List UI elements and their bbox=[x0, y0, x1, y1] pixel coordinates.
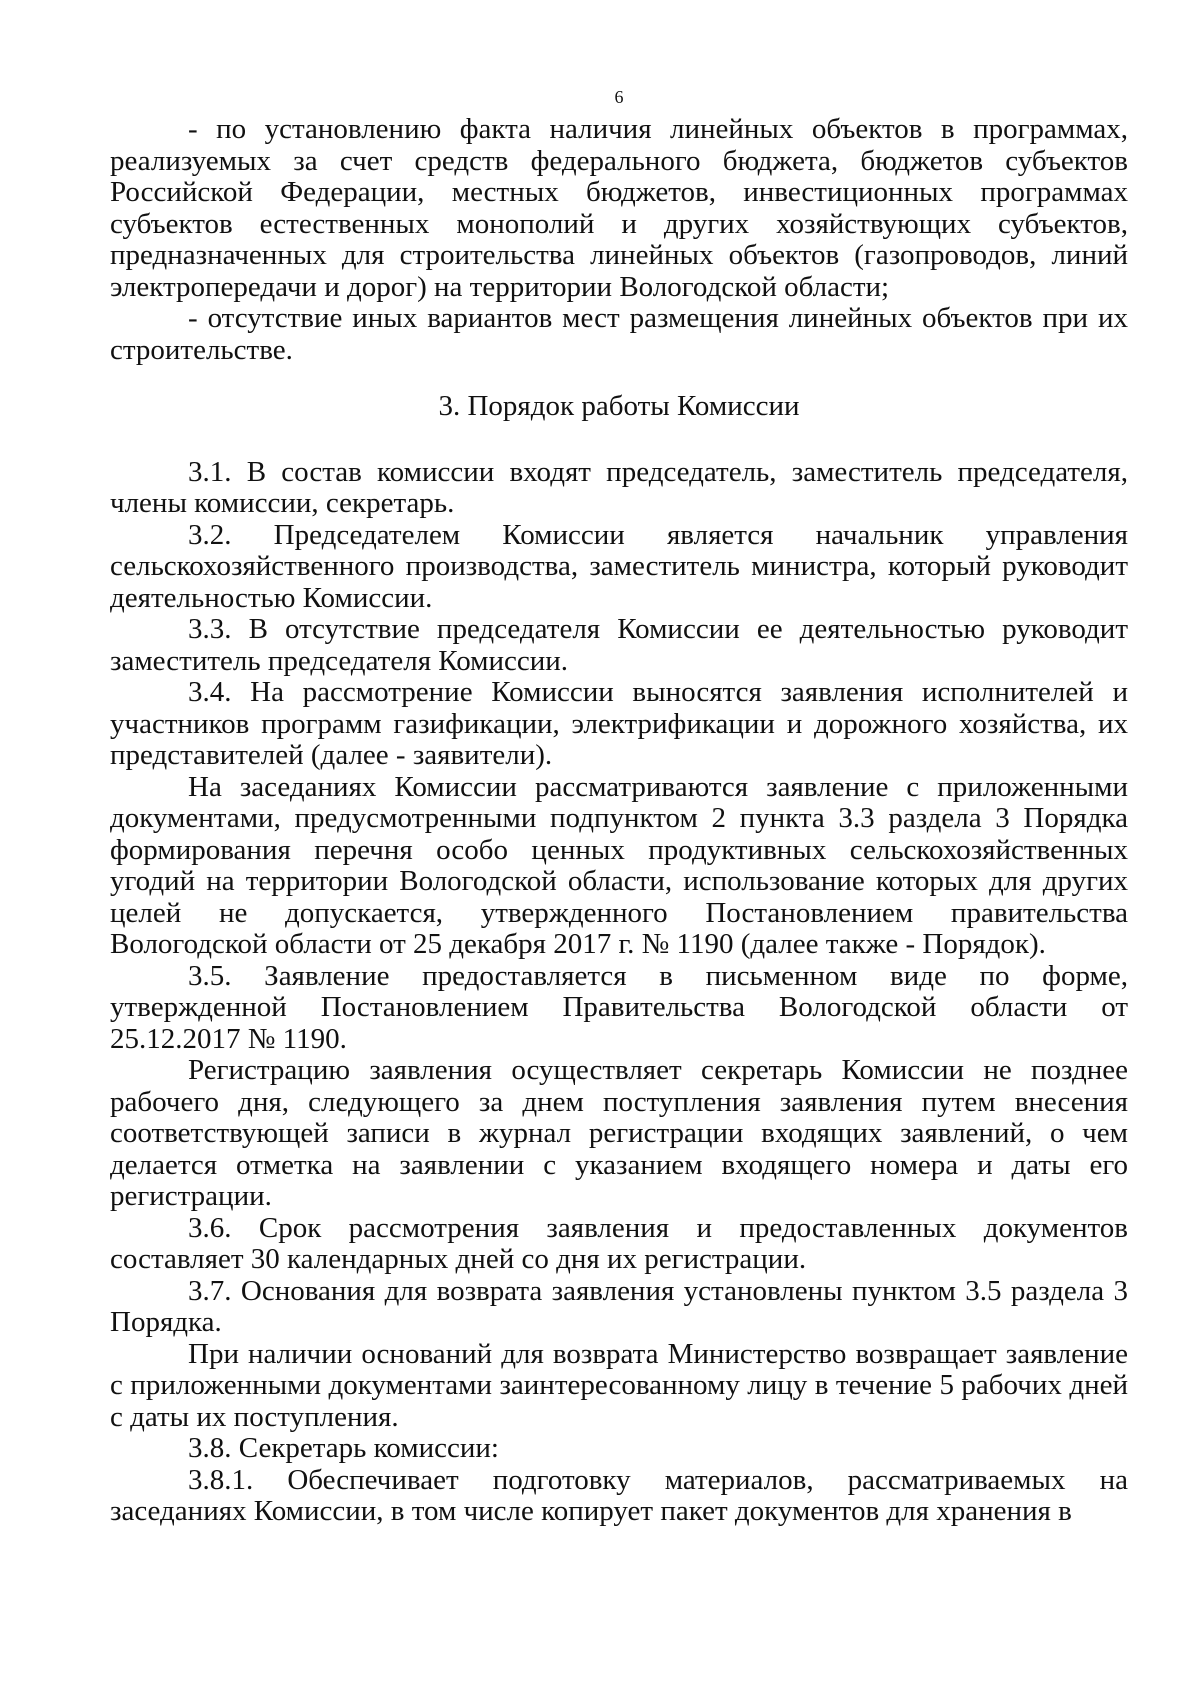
paragraph-3-1: 3.1. В состав комиссии входят председатель, заместитель председателя, члены комиссии, секретарь. bbox=[110, 455, 1128, 519]
paragraph-no-alternative-locations: - отсутствие иных вариантов мест размещения линейных объектов при их строительстве. bbox=[110, 302, 1128, 366]
section-heading: 3. Порядок работы Комиссии bbox=[438, 390, 800, 422]
paragraph-3-7: 3.7. Основания для возврата заявления установлены пунктом 3.5 раздела 3 Порядка. bbox=[110, 1274, 1128, 1338]
document-page bbox=[110, 80, 1128, 1528]
paragraph-linear-objects-programs: - по установлению факта наличия линейных объектов в программах, реализуемых за счет средств федерального бюджета, бюджетов субъектов Российской Федерации, местных бюджетов, инвестиционных программах субъектов естественных монополий и других хозяйствующих субъектов, предназначенных для строительства линейных объектов (газопроводов, линий электропередачи и дорог) на территории Вологодской области; bbox=[110, 113, 1128, 303]
paragraph-3-4-meetings: На заседаниях Комиссии рассматриваются заявление с приложенными документами, предусмотренными подпунктом 2 пункта 3.3 раздела 3 Порядка формирования перечня особо ценных продуктивных сельскохозяйственных угодий на территории Вологодской области, использование которых для других целей не допускается, утвержденного Постановлением правительства Вологодской области от 25 декабря 2017 г. № 1190 (далее также - Порядок). bbox=[110, 770, 1128, 960]
paragraph-3-7-return: При наличии оснований для возврата Министерство возвращает заявление с приложенными документами заинтересованному лицу в течение 5 рабочих дней с даты их поступления. bbox=[110, 1337, 1128, 1433]
paragraph-3-5-registration: Регистрацию заявления осуществляет секретарь Комиссии не позднее рабочего дня, следующего за днем поступления заявления путем внесения соответствующей записи в журнал регистрации входящих заявлений, о чем делается отметка на заявлении с указанием входящего номера и даты его регистрации. bbox=[110, 1054, 1128, 1212]
paragraph-3-3: 3.3. В отсутствие председателя Комиссии ее деятельностью руководит заместитель председателя Комиссии. bbox=[110, 613, 1128, 677]
paragraph-3-8: 3.8. Секретарь комиссии: bbox=[188, 1432, 499, 1464]
paragraph-3-5: 3.5. Заявление предоставляется в письменном виде по форме, утвержденной Постановлением Правительства Вологодской области от 25.12.2017 № 1190. bbox=[110, 959, 1128, 1055]
page-number: 6 bbox=[614, 87, 624, 107]
paragraph-3-6: 3.6. Срок рассмотрения заявления и предоставленных документов составляет 30 календарных дней со дня их регистрации. bbox=[110, 1211, 1128, 1275]
paragraph-3-8-1: 3.8.1. Обеспечивает подготовку материалов, рассматриваемых на заседаниях Комиссии, в том числе копирует пакет документов для хранения в bbox=[110, 1463, 1128, 1527]
paragraph-3-2: 3.2. Председателем Комиссии является начальник управления сельскохозяйственного производства, заместитель министра, который руководит деятельностью Комиссии. bbox=[110, 518, 1128, 614]
paragraph-3-4: 3.4. На рассмотрение Комиссии выносятся заявления исполнителей и участников программ газификации, электрификации и дорожного хозяйства, их представителей (далее - заявители). bbox=[110, 676, 1128, 771]
